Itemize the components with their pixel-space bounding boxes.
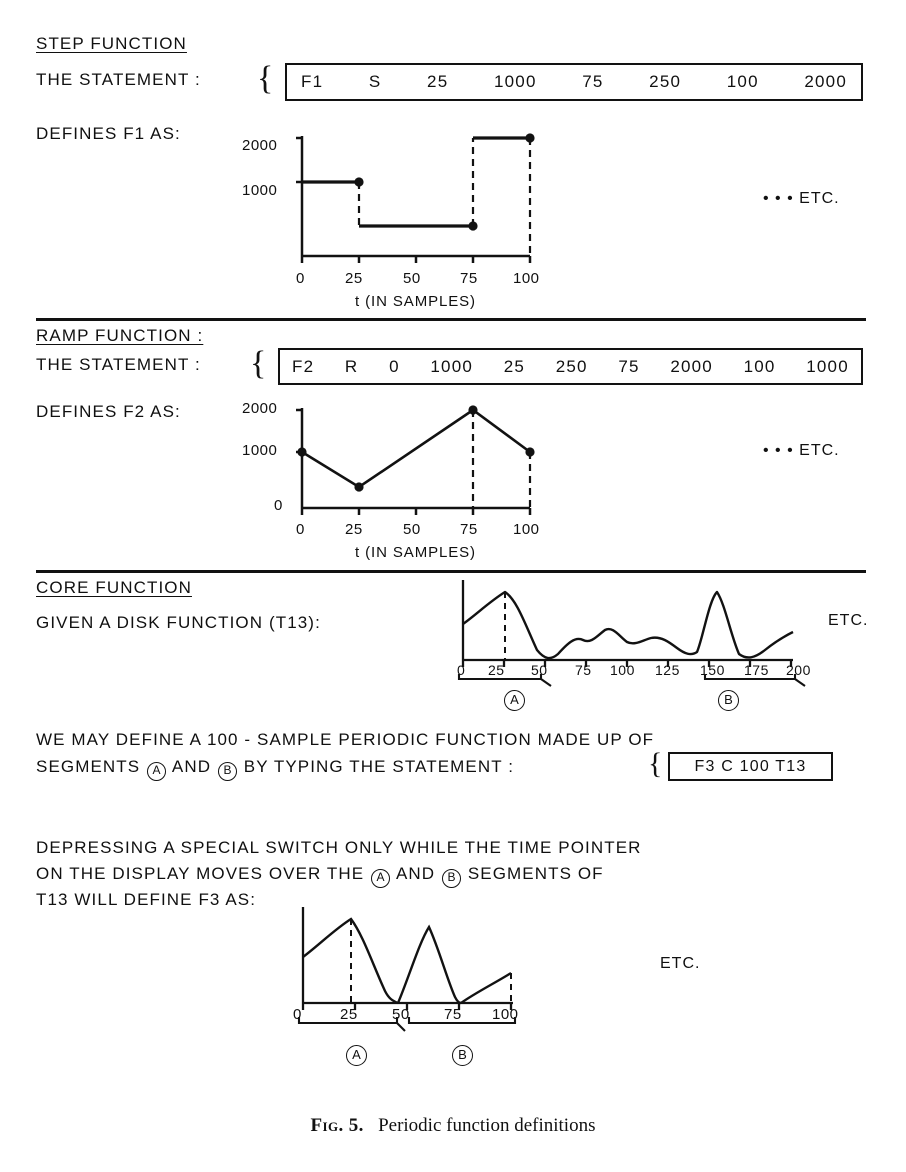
core-paragraph1-line1: WE MAY DEFINE A 100 - SAMPLE PERIODIC FUNCTION MADE UP OF	[36, 730, 655, 749]
step-token-1: S	[368, 72, 382, 91]
core-statement-box[interactable]	[668, 752, 833, 781]
divider-1	[36, 318, 866, 321]
step-token-5: 250	[649, 72, 682, 91]
core-xtick-100: 100	[610, 662, 635, 678]
f3-xtick-0: 0	[293, 1006, 302, 1023]
f3-xtick-25: 25	[340, 1006, 358, 1023]
step-etc: • • • ETC.	[763, 190, 840, 207]
ramp-xtick-75: 75	[460, 521, 478, 538]
core-paragraph2-line3: T13 WILL DEFINE F3 AS:	[36, 890, 257, 909]
ramp-ytick-0: 0	[274, 497, 283, 514]
ramp-function-heading: RAMP FUNCTION :	[36, 326, 204, 345]
ramp-xaxis-label: t (IN SAMPLES)	[355, 544, 476, 561]
step-xaxis-label: t (IN SAMPLES)	[355, 293, 476, 310]
segment-a-marker-disk: A	[504, 690, 525, 711]
ramp-ytick-1000: 1000	[242, 442, 278, 459]
ramp-xtick-100: 100	[513, 521, 540, 538]
segment-a-inline-2: A	[371, 869, 390, 888]
core-xtick-150: 150	[700, 662, 725, 678]
ramp-token-0: F2	[292, 356, 315, 376]
segment-a-inline-1: A	[147, 762, 166, 781]
core-xtick-75: 75	[575, 662, 592, 678]
ramp-token-4: 25	[503, 356, 526, 376]
divider-2	[36, 570, 866, 573]
ramp-xtick-25: 25	[345, 521, 363, 538]
ramp-statement-label: THE STATEMENT :	[36, 355, 201, 374]
step-token-0: F1	[301, 72, 324, 91]
core-function-heading: CORE FUNCTION	[36, 578, 192, 597]
ramp-token-8: 100	[743, 356, 776, 376]
ramp-defines-label: DEFINES F2 AS:	[36, 402, 181, 421]
ramp-ytick-2000: 2000	[242, 400, 278, 417]
figure-number: Fig. 5.	[310, 1115, 364, 1136]
p2-mid: AND	[395, 864, 436, 883]
core-xtick-25: 25	[488, 662, 505, 678]
step-token-4: 75	[582, 72, 604, 91]
ramp-brace: {	[250, 345, 267, 382]
ramp-token-3: 1000	[430, 356, 474, 376]
segment-b-marker-disk: B	[718, 690, 739, 711]
step-function-chart	[240, 128, 800, 288]
step-token-2: 25	[427, 72, 449, 91]
ramp-xtick-0: 0	[296, 521, 305, 538]
step-xtick-0: 0	[296, 270, 305, 287]
core-xtick-125: 125	[655, 662, 680, 678]
core-etc: ETC.	[828, 612, 869, 629]
core-paragraph2-line2	[36, 864, 604, 888]
core-given-label: GIVEN A DISK FUNCTION (T13):	[36, 613, 321, 632]
step-statement-box[interactable]	[285, 63, 863, 101]
step-defines-label: DEFINES F1 AS:	[36, 124, 181, 143]
ramp-token-1: R	[344, 356, 359, 376]
f3-etc: ETC.	[660, 955, 701, 972]
p2-pre: ON THE DISPLAY MOVES OVER THE	[36, 864, 365, 883]
step-ytick-1000: 1000	[242, 182, 278, 199]
ramp-token-6: 75	[618, 356, 640, 376]
step-xtick-25: 25	[345, 270, 363, 287]
ramp-token-9: 1000	[806, 356, 849, 376]
ramp-statement-box[interactable]	[278, 348, 863, 385]
p1-post: BY TYPING THE STATEMENT :	[243, 757, 515, 776]
figure-caption	[0, 1115, 906, 1137]
p1-pre: SEGMENTS	[36, 757, 141, 776]
core-xtick-0: 0	[457, 662, 466, 678]
ramp-token-5: 250	[555, 356, 588, 376]
ramp-token-7: 2000	[670, 356, 713, 376]
ramp-xtick-50: 50	[403, 521, 421, 538]
f3-xtick-100: 100	[492, 1006, 519, 1023]
ramp-etc: • • • ETC.	[763, 442, 840, 459]
core-paragraph2-line1: DEPRESSING A SPECIAL SWITCH ONLY WHILE THE TIME POINTER	[36, 838, 642, 857]
step-xtick-100: 100	[513, 270, 540, 287]
f3-xtick-75: 75	[444, 1006, 462, 1023]
figure-caption-text: Periodic function definitions	[378, 1115, 596, 1136]
segment-b-inline-1: B	[218, 762, 237, 781]
step-token-6: 100	[726, 72, 759, 91]
p1-mid: AND	[171, 757, 212, 776]
f3-xtick-50: 50	[392, 1006, 410, 1023]
segment-a-marker-f3: A	[346, 1045, 367, 1066]
core-statement-brace: {	[648, 747, 663, 780]
step-brace: {	[257, 60, 274, 97]
f3-result-chart	[285, 905, 645, 1035]
step-statement-label: THE STATEMENT :	[36, 70, 201, 89]
step-ytick-2000: 2000	[242, 137, 278, 154]
segment-b-inline-2: B	[442, 869, 461, 888]
step-token-3: 1000	[493, 72, 537, 91]
step-function-heading: STEP FUNCTION	[36, 34, 187, 53]
ramp-token-2: 0	[389, 356, 400, 376]
core-statement-text: F3 C 100 T13	[694, 757, 807, 775]
step-xtick-75: 75	[460, 270, 478, 287]
core-xtick-50: 50	[531, 662, 548, 678]
core-paragraph1-line2	[36, 757, 514, 781]
p2-post: SEGMENTS OF	[467, 864, 604, 883]
step-xtick-50: 50	[403, 270, 421, 287]
core-xtick-200: 200	[786, 662, 811, 678]
segment-b-marker-f3: B	[452, 1045, 473, 1066]
core-xtick-175: 175	[744, 662, 769, 678]
step-token-7: 2000	[804, 72, 847, 91]
